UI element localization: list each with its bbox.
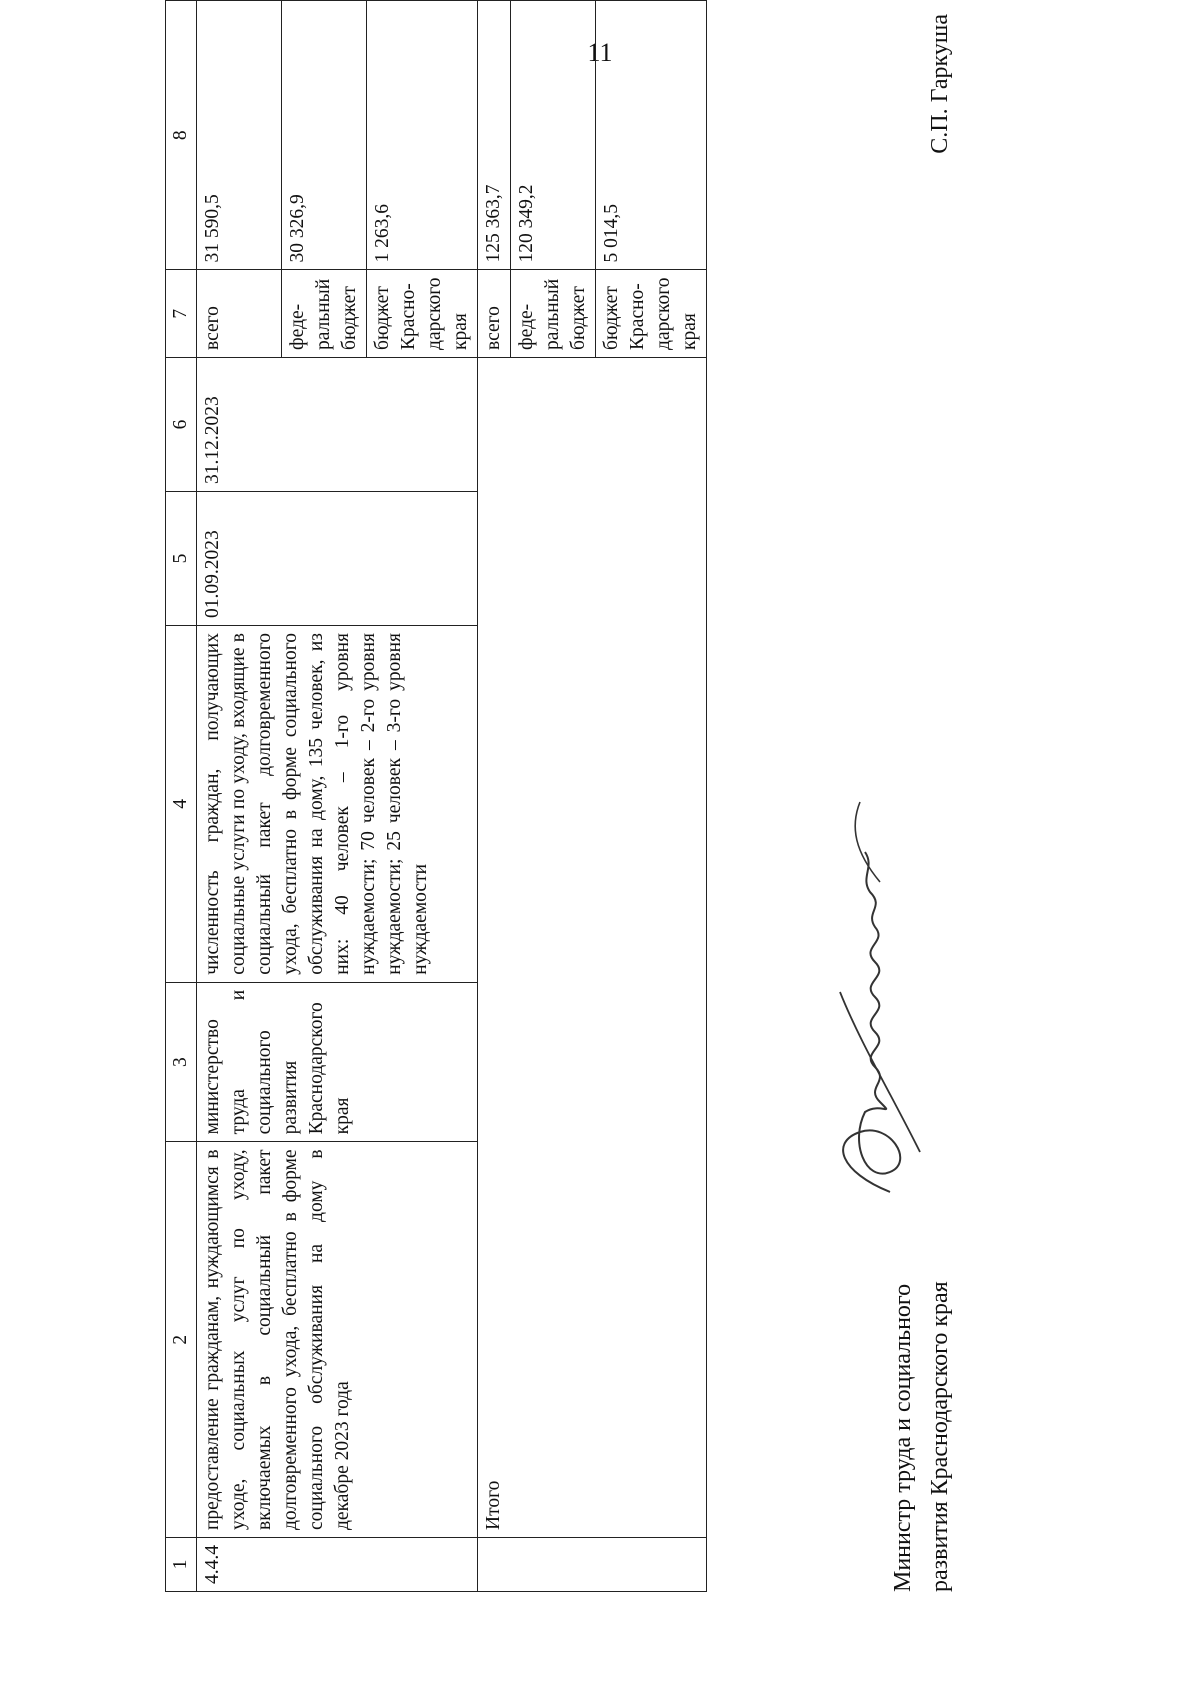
measure-name: предоставление гражданам, нуждающимся в уходе, социальных услуг по уходу, включаемых в социальный пакет долговременного ухода, бесплатно в форме социального обслуживания на дому в декабре 2023 года <box>197 1142 478 1538</box>
executor: министерство труда и социального развития Краснодарского края <box>197 982 478 1142</box>
indicator: численность граждан, получающих социальные услуги по уходу, входящие в социальный пакет долговременного ухода, бесплатно в форме социального обслуживания на дому, 135 человек, из них: 40 человек – 1-го уровня нуждаемости; 70 человек – 2-го уровня нуждаемости; 25 человек – 3-го уровня нуждаемости <box>197 626 478 983</box>
page-number: 11 <box>587 38 613 67</box>
position-line: Министр труда и социального <box>890 1283 916 1592</box>
source-label: бюджет Красно-дарского края <box>596 270 707 357</box>
total-label: Итого <box>478 357 707 1537</box>
end-date: 31.12.2023 <box>197 357 478 491</box>
header-cell: 7 <box>166 270 197 357</box>
source-amount: 125 363,7 <box>478 1 511 270</box>
source-label: феде-ральный бюджет <box>511 270 596 357</box>
header-cell: 6 <box>166 357 197 491</box>
signatory-name: С.П. Гаркуша <box>927 14 953 154</box>
header-cell: 4 <box>166 626 197 983</box>
source-amount: 120 349,2 <box>511 1 596 270</box>
source-label: бюджет Красно-дарского края <box>367 270 478 357</box>
total-empty <box>478 1538 707 1592</box>
rotated-content <box>165 0 953 1592</box>
header-cell: 5 <box>166 491 197 625</box>
source-label: всего <box>197 270 282 357</box>
table-row <box>197 1 282 1592</box>
row-number: 4.4.4 <box>197 1538 478 1592</box>
total-row <box>478 1 511 1592</box>
program-table <box>165 0 707 1592</box>
source-label: феде-ральный бюджет <box>282 270 367 357</box>
source-amount: 5 014,5 <box>596 1 707 270</box>
handwritten-signature <box>820 792 930 1212</box>
start-date: 01.09.2023 <box>197 491 478 625</box>
header-cell: 2 <box>166 1142 197 1538</box>
source-amount: 31 590,5 <box>197 1 282 270</box>
source-label: всего <box>478 270 511 357</box>
header-cell: 8 <box>166 1 197 270</box>
source-amount: 30 326,9 <box>282 1 367 270</box>
position-line: развития Краснодарского края <box>927 1281 953 1592</box>
header-row <box>166 1 197 1592</box>
header-cell: 1 <box>166 1538 197 1592</box>
source-amount: 1 263,6 <box>367 1 478 270</box>
header-cell: 3 <box>166 982 197 1142</box>
signature-position <box>885 1281 959 1592</box>
